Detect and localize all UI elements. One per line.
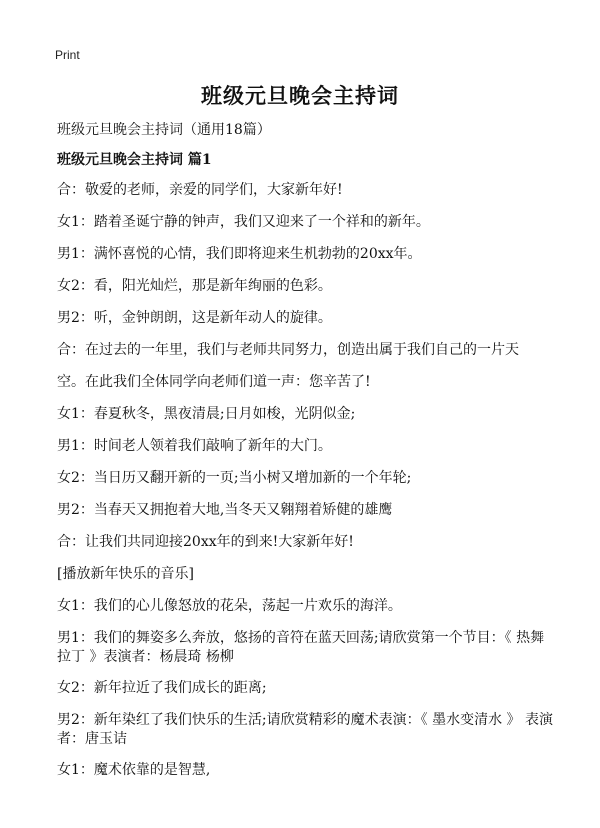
document-body — [57, 121, 557, 793]
script-line: 合：敬爱的老师，亲爱的同学们，大家新年好! — [57, 182, 343, 198]
script-line: 女1：春夏秋冬，黑夜清晨;日月如梭，光阴似金; — [57, 406, 356, 422]
script-line: 合：让我们共同迎接20xx年的到来!大家新年好! — [57, 534, 354, 550]
script-line: [播放新年快乐的音乐] — [57, 566, 194, 582]
script-line: 男1：时间老人领着我们敲响了新年的大门。 — [57, 438, 332, 454]
script-line: 女1：踏着圣诞宁静的钟声，我们又迎来了一个祥和的新年。 — [57, 214, 430, 230]
script-line: 合：在过去的一年里，我们与老师共同努力，创造出属于我们自己的一片天 — [57, 342, 519, 358]
script-line: 男2：新年染红了我们快乐的生活;请欣赏精彩的魔术表演：《 墨水变清水 》 表演者：唐玉诘 — [57, 712, 553, 747]
script-line: 男2：听，金钟朗朗，这是新年动人的旋律。 — [57, 310, 332, 326]
script-line: 男1：我们的舞姿多么奔放，悠扬的音符在蓝天回荡;请欣赏第一个节目：《 热舞拉丁 》表演者：杨晨琦 杨柳 — [57, 630, 545, 665]
script-line: 女1：魔术依靠的是智慧, — [57, 762, 211, 778]
print-label: Print — [55, 48, 80, 62]
script-line: 女2：看，阳光灿烂，那是新年绚丽的色彩。 — [57, 278, 332, 294]
script-line: 女1：我们的心儿像怒放的花朵，荡起一片欢乐的海洋。 — [57, 598, 402, 614]
script-line: 女2：当日历又翻开新的一页;当小树又增加新的一个年轮; — [57, 470, 412, 486]
script-line: 空。在此我们全体同学向老师们道一声：您辛苦了! — [57, 374, 371, 390]
section-heading: 班级元旦晚会主持词 篇1 — [57, 152, 212, 168]
document-subtitle: 班级元旦晚会主持词（通用18篇） — [57, 122, 271, 138]
script-line: 男2：当春天又拥抱着大地,当冬天又翱翔着矫健的雄鹰 — [57, 502, 393, 518]
script-line: 男1：满怀喜悦的心情，我们即将迎来生机勃勃的20xx年。 — [57, 246, 422, 262]
page-title: 班级元旦晚会主持词 — [201, 83, 399, 108]
script-line: 女2：新年拉近了我们成长的距离; — [57, 680, 267, 696]
